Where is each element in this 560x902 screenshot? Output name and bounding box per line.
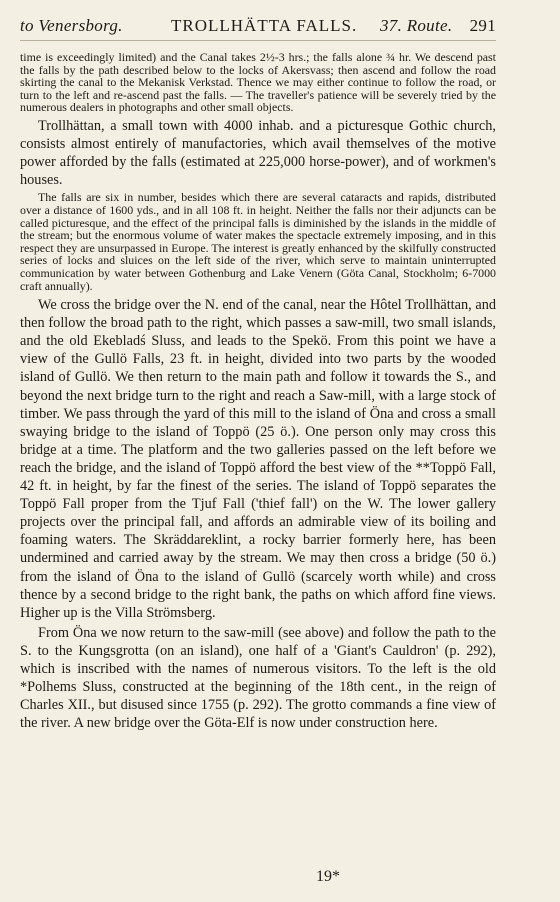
running-header [20,10,496,41]
header-title: TROLLHÄTTA FALLS. [171,16,358,35]
paragraph-kungsgrotta: From Öna we now return to the saw-mill (see above) and follow the path to the S. to the Kungsgrotta (on an island), one half of a 'Giant's Cauldron' (p. 292), which is inscribed with the names of numerous visitors. To the left is the old *Polhems Sluss, constructed at the beginning of the 18th cent., in the reign of Charles XII., but disused since 1755 (p. 292). The grotto commands a fine view of the river. A new bridge over the Göta-Elf is now under construction here. [20,624,496,732]
paragraph-trollhattan-town: Trollhättan, a small town with 4000 inhab. and a picturesque Gothic church, consists almost entirely of manufactories, which avail themselves of the motive power afforded by the falls (estimated at 225,000 horse-power), and of workmen's houses. [20,117,496,189]
page-number: 291 [469,16,496,35]
paragraph-route-bridges: We cross the bridge over the N. end of the canal, near the Hôtel Trollhättan, and then follow the broad path to the right, which passes a saw-mill, two small islands, and the old Ekebladś Sluss, and leads to the Spekö. From this point we have a view of the Gullö Falls, 23 ft. in height, divided into two parts by the wooded island of Gullö. We then return to the main path and follow it towards the S., and beyond the next bridge turn to the right and reach a Saw-mill, with a large stock of timber. We pass through the yard of this mill to the island of Öna and cross a small swaying bridge to the island of Toppö (25 ö.). One person only may cross this bridge at a time. The platform and the two galleries passed on the left before we reach the bridge, and the island of Toppö afford the best view of the **Toppö Fall, 42 ft. in height, by far the finest of the series. The island of Toppö separates the Toppö Fall proper from the Tjuf Fall ('thief fall') on the W. The lower gallery projects over the principal fall, and affords an admirable view of its boiling and foaming waters. The Skräddareklint, a rocky barrier formerly here, has been undermined and carried away by the stream. We may then cross a bridge (50 ö.) from the island of Öna to the island of Gullö (scarcely worth while) and cross thence by a second bridge to the right bank, the paths on which afford fine views. Higher up is the Villa Strömsberg. [20,297,496,621]
book-page [20,10,496,890]
paragraph-visit-note: time is exceedingly limited) and the Canal takes 2½-3 hrs.; the falls alone ¾ hr. We descend past the falls by the path described below to the locks of Akersvass; then ascend and follow the road skirting the canal to the Mekanisk Verkstad. Thence we may either continue to follow the road, or turn to the left and re-ascend past the falls. — The traveller's patience will be severely tried by the numerous dealers in photographs and other small objects. [20,50,496,115]
header-route: 37. Route. [380,16,453,35]
header-destination: to Venersborg. [20,16,123,35]
paragraph-falls-description: The falls are six in number, besides which there are several cataracts and rapids, distributed over a distance of 1600 yds., and in all 108 ft. in height. Neither the falls nor their adjuncts can be called picturesque, and the effect of the principal falls is diminished by the islands in the middle of the stream; but the enormous volume of water makes the spectacle extremely imposing, and in this respect they are unsurpassed in Europe. The interest is greatly enhanced by the skilfully constructed series of locks and sluices on the left side of the river, which serve to maintain uninterrupted communication by water between Gothenburg and Lake Venern (Göta Canal, Stockholm; 6-7000 craft annually). [20,190,496,293]
signature-mark: 19* [316,868,340,885]
